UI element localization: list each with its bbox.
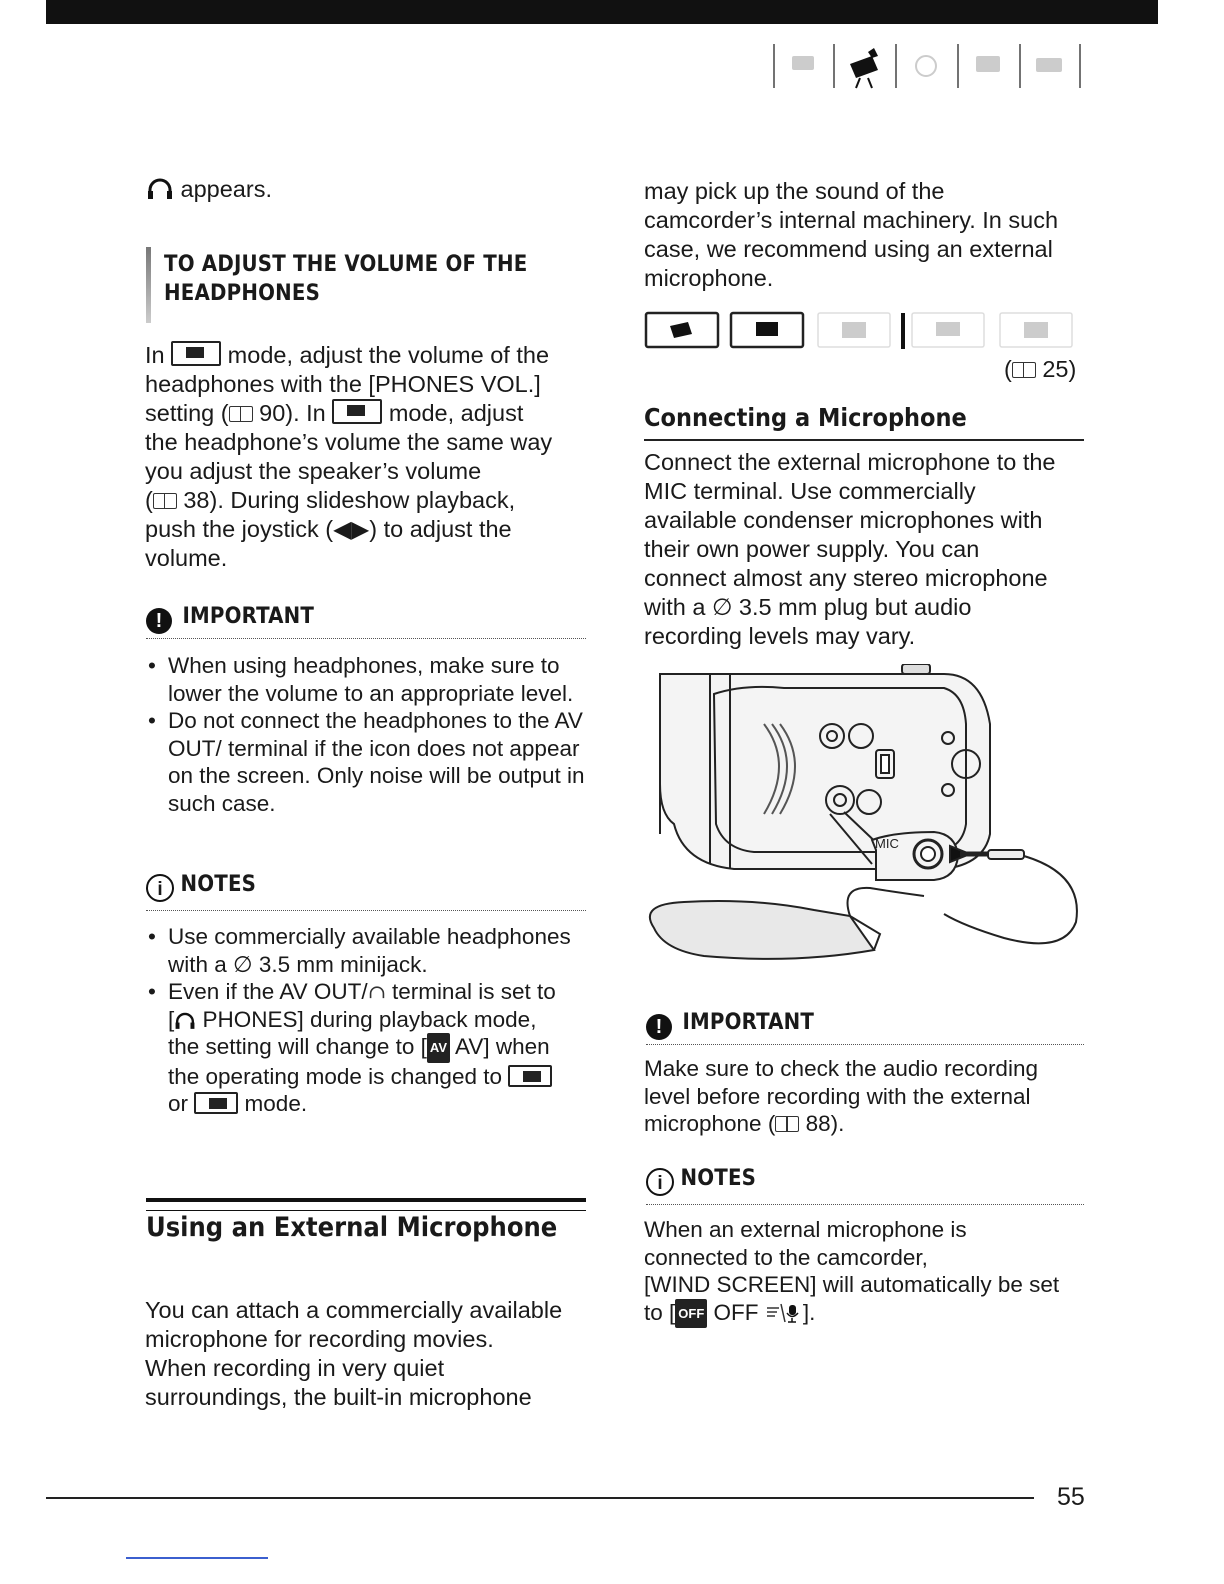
important-text-right: Make sure to check the audio recording level before recording with the external microphone ( 88). xyxy=(644,1056,1038,1136)
headphones-icon xyxy=(368,983,386,1003)
important-list-left xyxy=(146,652,591,817)
list-item: • Do not connect the headphones to the AV OUT/ terminal if the icon does not appear on the screen. Only noise will be output in such case. xyxy=(146,707,591,817)
mic-label: MIC xyxy=(875,836,899,851)
list-item: • Even if the AV OUT/ terminal is set to [ PHONES] during playback mode, the setting will change to [ AV AV] when the operating mode is changed to or mode. xyxy=(146,978,591,1118)
important-icon: ! xyxy=(146,608,172,634)
mode-icons-row xyxy=(644,310,1084,354)
movie-mode-icon xyxy=(171,341,221,366)
book-ref-icon xyxy=(229,406,253,422)
page-reference: ( 25) xyxy=(1004,356,1077,382)
important-icon: ! xyxy=(646,1014,672,1040)
footer-rule xyxy=(46,1497,1034,1499)
list-item: • When using headphones, make sure to lower the volume to an appropriate level. xyxy=(146,652,591,707)
mode-tab-strip xyxy=(768,40,1088,92)
playback-mode-icon xyxy=(332,399,382,424)
external-mic-paragraph: You can attach a commercially available microphone for recording movies. When recording in very quiet surroundings, the built-in microphone xyxy=(145,1297,563,1410)
movie-mode-icon xyxy=(508,1065,552,1087)
notes-heading-right: i NOTES xyxy=(646,1166,1084,1205)
important-heading-left: ! IMPORTANT xyxy=(146,604,586,639)
microphone-connection-illustration xyxy=(644,664,1088,976)
section-rule xyxy=(146,1198,586,1211)
off-tag: OFF xyxy=(675,1299,707,1329)
book-ref-icon xyxy=(1012,362,1036,378)
list-item: • Use commercially available headphones with a ∅ 3.5 mm minijack. xyxy=(146,923,591,978)
book-ref-icon xyxy=(775,1116,799,1132)
headphones-icon xyxy=(174,1011,196,1031)
wind-screen-off-icon xyxy=(765,1302,803,1324)
camera-mode-icon xyxy=(194,1092,238,1114)
notes-heading-left: i NOTES xyxy=(146,872,586,911)
info-icon: i xyxy=(146,874,174,902)
av-tag: AV xyxy=(427,1033,450,1063)
section-title-right: Connecting a Microphone xyxy=(644,403,1084,441)
volume-paragraph: In mode, adjust the volume of the headphones with the [PHONES VOL.] setting ( 90). In mode, adjust the headphone’s volume the same way you adjust the speaker’s volume ( 38). During slideshow playback, push the joystick (◀▶) to adjust the volume. xyxy=(145,342,553,571)
book-ref-icon xyxy=(153,493,177,509)
notes-text-right: When an external microphone is connected to the camcorder, [WIND SCREEN] will automatically be set to [ OFF OFF ]. xyxy=(644,1216,1094,1328)
page-number: 55 xyxy=(1057,1483,1085,1511)
top-bar xyxy=(46,0,1158,24)
connect-paragraph: Connect the external microphone to the MIC terminal. Use commercially available condenser microphones with their own power supply. You can connect almost any stereo microphone with a ∅ 3.5 mm plug but audio recording levels may vary. xyxy=(644,449,1056,649)
volume-subheading: TO ADJUST THE VOLUME OF THE HEADPHONES xyxy=(164,252,528,306)
continued-paragraph: may pick up the sound of the camcorder’s internal machinery. In such case, we recommend using an external microphone. xyxy=(644,178,1059,291)
subheading-bar xyxy=(146,247,151,323)
section-title-left: Using an External Microphone xyxy=(146,1212,558,1243)
camcorder-icon xyxy=(850,48,878,88)
headphones-icon xyxy=(146,177,174,201)
appears-line: appears. xyxy=(146,175,272,204)
info-icon: i xyxy=(646,1168,674,1196)
notes-list-left xyxy=(146,923,591,1118)
footer-link-line xyxy=(126,1557,268,1559)
important-heading-right: ! IMPORTANT xyxy=(646,1010,1084,1045)
